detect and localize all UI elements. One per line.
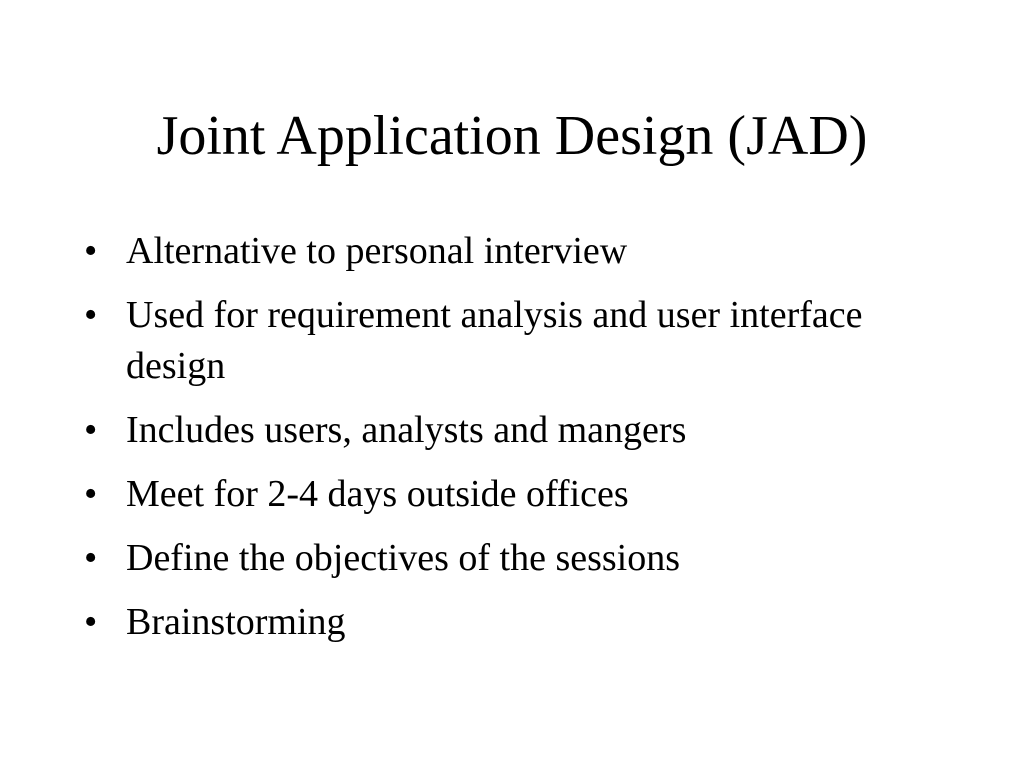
bullet-icon: • — [84, 537, 98, 579]
bullet-item-participants — [84, 405, 884, 456]
bullet-item-alternative — [84, 226, 884, 277]
bullet-item-brainstorming — [84, 597, 884, 648]
bullet-icon: • — [84, 601, 98, 643]
bullet-item-objectives — [84, 533, 884, 584]
bullet-text: Includes users, analysts and mangers — [126, 409, 687, 451]
bullet-icon: • — [84, 230, 98, 272]
bullet-icon: • — [84, 473, 98, 515]
bullet-text: Brainstorming — [126, 601, 346, 643]
bullet-list — [84, 226, 884, 661]
bullet-icon: • — [84, 409, 98, 451]
bullet-text: Meet for 2-4 days outside offices — [126, 473, 629, 515]
bullet-text: Alternative to personal interview — [126, 230, 628, 272]
bullet-text: Used for requirement analysis and user interface design — [126, 294, 863, 387]
bullet-item-requirement-analysis — [84, 290, 884, 392]
bullet-text: Define the objectives of the sessions — [126, 537, 681, 579]
bullet-item-meeting-duration — [84, 469, 884, 520]
bullet-icon: • — [84, 294, 98, 336]
slide-title: Joint Application Design (JAD) — [156, 105, 868, 167]
